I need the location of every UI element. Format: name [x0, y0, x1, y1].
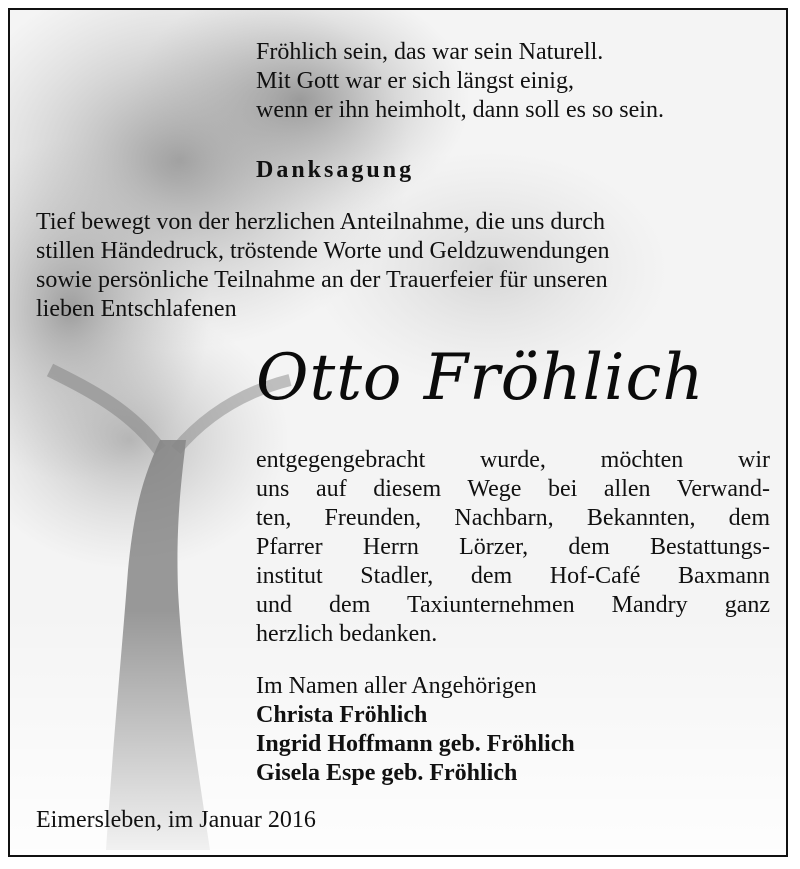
intro-line: lieben Entschlafenen: [36, 296, 237, 322]
poem-line: wenn er ihn heimholt, dann soll es so sein.: [256, 97, 664, 123]
heading-danksagung: Danksagung: [256, 157, 415, 183]
thanks-line: uns auf diesem Wege bei allen Verwand-: [256, 476, 770, 502]
intro-line: stillen Händedruck, tröstende Worte und Geldzuwendungen: [36, 238, 610, 264]
signature-name: Gisela Espe geb. Fröhlich: [256, 760, 518, 786]
thanks-line: und dem Taxiunternehmen Mandry ganz: [256, 592, 770, 618]
thanks-line: institut Stadler, dem Hof-Café Baxmann: [256, 563, 770, 589]
thanks-line: herzlich bedanken.: [256, 621, 438, 647]
poem-line: Mit Gott war er sich längst einig,: [256, 68, 574, 94]
thanks-line: Pfarrer Herrn Lörzer, dem Bestattungs-: [256, 534, 770, 560]
poem: [256, 38, 786, 125]
signature-block: [256, 672, 575, 788]
intro-line: Tief bewegt von der herzlichen Anteilnahme, die uns durch: [36, 209, 605, 235]
signature-name: Christa Fröhlich: [256, 702, 428, 728]
thanks-line: ten, Freunden, Nachbarn, Bekannten, dem: [256, 505, 770, 531]
thanks-line: entgegengebracht wurde, möchten wir: [256, 447, 770, 473]
signature-name: Ingrid Hoffmann geb. Fröhlich: [256, 731, 575, 757]
poem-line: Fröhlich sein, das war sein Naturell.: [256, 39, 604, 65]
signature-intro: Im Namen aller Angehörigen: [256, 673, 537, 699]
intro-line: sowie persönliche Teilnahme an der Trauerfeier für unseren: [36, 267, 608, 293]
place-date: Eimersleben, im Januar 2016: [36, 807, 316, 833]
intro-paragraph: [36, 208, 780, 324]
thanks-paragraph: [256, 446, 770, 649]
obituary-notice: [8, 8, 788, 857]
deceased-name: Otto Fröhlich: [256, 341, 705, 415]
